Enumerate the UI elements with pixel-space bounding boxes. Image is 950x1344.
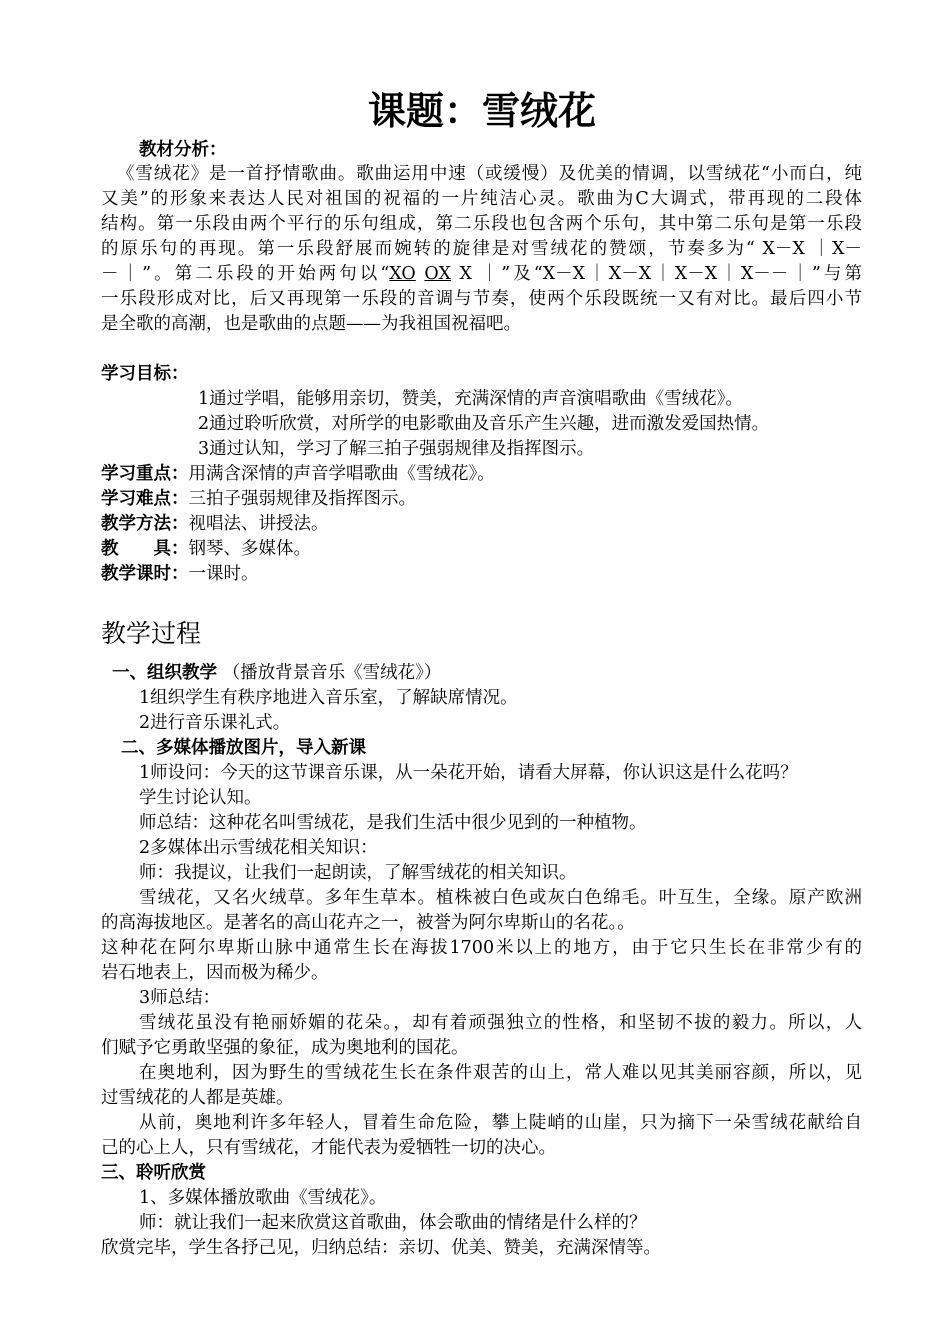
analysis-line: 《雪绒花》是一首抒情歌曲。歌曲运用中速（或缓慢）及优美的情调，以雪绒花“小而白，纯 bbox=[117, 164, 862, 184]
process-heading: 教学过程 bbox=[101, 619, 202, 648]
section-2-heading: 二、多媒体播放图片，导入新课 bbox=[121, 738, 366, 758]
info-row-tools bbox=[101, 537, 311, 562]
section-3-heading: 三、聆听欣赏 bbox=[101, 1163, 206, 1183]
process-line: 师：就让我们一起来欣赏这首歌曲，体会歌曲的情绪是什么样的？ bbox=[139, 1213, 647, 1233]
rhythm-underlined: XO bbox=[389, 264, 416, 284]
process-line: 3师总结： bbox=[139, 988, 221, 1008]
process-line: 己的心上人，只有雪绒花，才能代表为爱牺牲一切的决心。 bbox=[101, 1138, 556, 1158]
process-line: 师总结：这种花名叫雪绒花，是我们生活中很少见到的一种植物。 bbox=[139, 813, 647, 833]
info-value: 钢琴、多媒体。 bbox=[188, 539, 311, 559]
analysis-line: 结构。第一乐段由两个平行的乐句组成，第二乐段也包含两个乐句，其中第二乐句是第一乐段 bbox=[101, 214, 862, 234]
process-line: 的高海拔地区。是著名的高山花卉之一，被誉为阿尔卑斯山的名花。。 bbox=[101, 913, 635, 933]
info-label: 学习难点： bbox=[101, 489, 189, 509]
process-line: 从前，奥地利许多年轻人，冒着生命危险，攀上陡峭的山崖，只为摘下一朵雪绒花献给自 bbox=[139, 1113, 862, 1133]
analysis-line: 是全歌的高潮，也是歌曲的点题——为我祖国祝福吧。 bbox=[101, 314, 521, 334]
goals-heading: 学习目标： bbox=[101, 364, 189, 384]
process-line: 雪绒花虽没有艳丽娇媚的花朵。，却有着顽强独立的性格，和坚韧不拔的毅力。所以，人 bbox=[139, 1013, 862, 1033]
info-row-difficulty bbox=[101, 487, 416, 512]
process-line: 师：我提议，让我们一起朗读，了解雪绒花的相关知识。 bbox=[139, 863, 577, 883]
info-value: 一课时。 bbox=[188, 564, 259, 584]
process-line: 学生讨论认知。 bbox=[139, 788, 262, 808]
goal-item: 2通过聆听欣赏，对所学的电影歌曲及音乐产生兴趣，进而激发爱国热情。 bbox=[198, 414, 770, 434]
process-line: 们赋予它勇敢坚强的象征，成为奥地利的国花。 bbox=[101, 1038, 469, 1058]
analysis-line-rhythm bbox=[101, 262, 862, 287]
process-line: 岩石地表上，因而极为稀少。 bbox=[101, 963, 329, 983]
rhythm-underlined: OX bbox=[424, 264, 451, 284]
info-value: 用满含深情的声音学唱歌曲《雪绒花》。 bbox=[188, 464, 495, 484]
analysis-line: 的原乐句的再现。第一乐段舒展而婉转的旋律是对雪绒花的赞颂，节奏多为“ X－X ｜X－ bbox=[101, 239, 862, 259]
process-line: 2多媒体出示雪绒花相关知识： bbox=[139, 838, 378, 858]
analysis-line: 又美”的形象来表达人民对祖国的祝福的一片纯洁心灵。歌曲为C大调式，带再现的二段体 bbox=[101, 189, 862, 209]
info-value: 三拍子强弱规律及指挥图示。 bbox=[188, 489, 416, 509]
analysis-heading: 教材分析： bbox=[139, 140, 227, 160]
analysis-text: X ｜”及“X－X｜X－X｜X－X｜X－－｜”与第 bbox=[450, 264, 862, 284]
info-label: 教学课时： bbox=[101, 564, 189, 584]
info-row-focus bbox=[101, 462, 495, 487]
section-title: 一、组织教学 bbox=[112, 663, 217, 683]
section-1-heading bbox=[112, 661, 441, 686]
info-label: 教 具： bbox=[101, 539, 189, 559]
info-value: 视唱法、讲授法。 bbox=[188, 514, 329, 534]
process-line: 1组织学生有秩序地进入音乐室，了解缺席情况。 bbox=[139, 688, 518, 708]
info-label: 教学方法： bbox=[101, 514, 189, 534]
process-line: 过雪绒花的人都是英雄。 bbox=[101, 1088, 294, 1108]
process-line: 在奥地利，因为野生的雪绒花生长在条件艰苦的山上，常人难以见其美丽容颜，所以，见 bbox=[139, 1063, 862, 1083]
process-line: 雪绒花，又名火绒草。多年生草本。植株被白色或灰白色绵毛。叶互生，全缘。原产欧洲 bbox=[139, 888, 862, 908]
info-row-method bbox=[101, 512, 329, 537]
section-note: （播放背景音乐《雪绒花》） bbox=[222, 663, 442, 683]
info-row-hours bbox=[101, 562, 259, 587]
process-line: 1、多媒体播放歌曲《雪绒花》。 bbox=[139, 1188, 387, 1208]
goal-item: 1通过学唱，能够用亲切，赞美，充满深情的声音演唱歌曲《雪绒花》。 bbox=[198, 389, 743, 409]
analysis-line: 一乐段形成对比，后又再现第一乐段的音调与节奏，使两个乐段既统一又有对比。最后四小节 bbox=[101, 289, 862, 309]
info-label: 学习重点： bbox=[101, 464, 189, 484]
page-title: 课题：雪绒花 bbox=[367, 89, 596, 133]
analysis-text: －｜”。第二乐段的开始两句以“ bbox=[101, 264, 390, 284]
process-line: 欣赏完毕，学生各抒己见，归纳总结：亲切、优美、赞美，充满深情等。 bbox=[101, 1238, 661, 1258]
process-line: 这种花在阿尔卑斯山脉中通常生长在海拔1700米以上的地方，由于它只生长在非常少有的 bbox=[101, 938, 862, 958]
process-line: 1师设问：今天的这节课音乐课，从一朵花开始，请看大屏幕，你认识这是什么花吗？ bbox=[139, 763, 798, 783]
process-line: 2进行音乐课礼式。 bbox=[139, 713, 291, 733]
goal-item: 3通过认知，学习了解三拍子强弱规律及指挥图示。 bbox=[198, 439, 595, 459]
